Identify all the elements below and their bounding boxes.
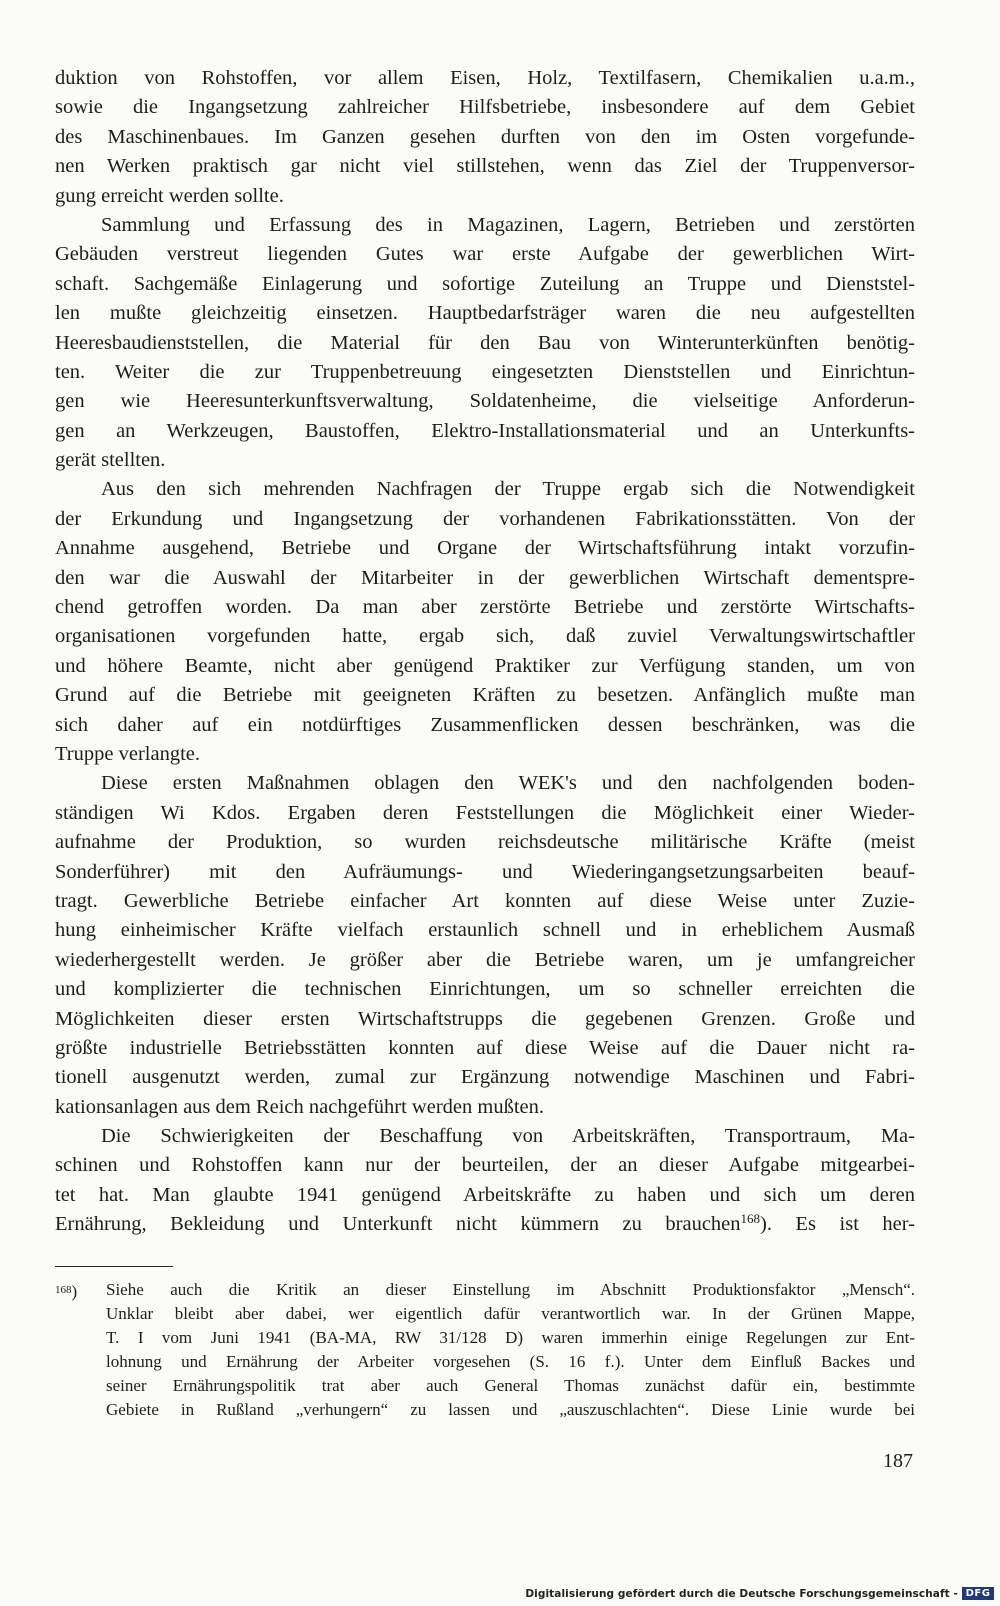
text-line: tionell ausgenutzt werden, zumal zur Ergänzung notwendige Maschinen und Fabri- xyxy=(55,1066,915,1089)
text-line: sowie die Ingangsetzung zahlreicher Hilfsbetriebe, insbesondere auf dem Gebiet xyxy=(55,96,915,119)
text-line: hung einheimischer Kräfte vielfach erstaunlich schnell und in erheblichem Ausmaß xyxy=(55,919,915,942)
text-line-tail: ). Es ist her- xyxy=(760,1213,915,1236)
footnote-reference[interactable]: 168 xyxy=(740,1211,761,1227)
text-line: Diese ersten Maßnahmen oblagen den WEK's und den nachfolgenden boden- xyxy=(101,772,915,795)
text-line: gung erreicht werden sollte. xyxy=(55,184,284,207)
footnote-168 xyxy=(55,1278,915,1422)
text-line: Grund auf die Betriebe mit geeigneten Kräften zu besetzen. Anfänglich mußte man xyxy=(55,684,915,707)
text-line: nen Werken praktisch gar nicht viel stillstehen, wenn das Ziel der Truppenversor- xyxy=(55,155,915,178)
text-line: tet hat. Man glaubte 1941 genügend Arbeitskräfte zu haben und sich um deren xyxy=(55,1183,915,1206)
text-line: Aus den sich mehrenden Nachfragen der Truppe ergab sich die Notwendigkeit xyxy=(101,478,915,501)
text-line: organisationen vorgefunden hatte, ergab sich, daß zuviel Verwaltungswirtschaftler xyxy=(55,625,915,648)
text-line: gen an Werkzeugen, Baustoffen, Elektro-Installationsmaterial und an Unterkunfts- xyxy=(55,419,915,442)
text-line: der Erkundung und Ingangsetzung der vorhandenen Fabrikationsstätten. Von der xyxy=(55,507,915,530)
text-line: Die Schwierigkeiten der Beschaffung von Arbeitskräften, Transportraum, Ma- xyxy=(101,1125,915,1148)
page-number: 187 xyxy=(883,1450,913,1472)
text-line: größte industrielle Betriebsstätten konnten auf diese Weise auf die Dauer nicht ra- xyxy=(55,1036,915,1059)
text-line: chend getroffen worden. Da man aber zerstörte Betriebe und zerstörte Wirtschafts- xyxy=(55,596,915,619)
text-line: gerät stellten. xyxy=(55,449,166,472)
dfg-logo-icon: DFG xyxy=(962,1587,994,1600)
text-line: schinen und Rohstoffen kann nur der beurteilen, der an dieser Aufgabe mitgearbei- xyxy=(55,1154,915,1177)
text-line: schaft. Sachgemäße Einlagerung und sofortige Zuteilung an Truppe und Dienststel- xyxy=(55,272,915,295)
footnote-number: $^{168}$) xyxy=(55,1282,78,1301)
text-line: gen wie Heeresunterkunftsverwaltung, Soldatenheime, die vielseitige Anforderun- xyxy=(55,390,915,413)
text-line: des Maschinenbaues. Im Ganzen gesehen durften von den im Osten vorgefunde- xyxy=(55,125,915,148)
text-line: den war die Auswahl der Mitarbeiter in der gewerblichen Wirtschaft dementspre- xyxy=(55,566,915,589)
text-line: aufnahme der Produktion, so wurden reichsdeutsche militärische Kräfte (meist xyxy=(55,831,915,854)
text-line: Gebäuden verstreut liegenden Gutes war erste Aufgabe der gewerblichen Wirt- xyxy=(55,243,915,266)
text-line: len mußte gleichzeitig einsetzen. Hauptbedarfsträger waren die neu aufgestellten xyxy=(55,302,915,325)
text-line: Heeresbaudienststellen, die Material für den Bau von Winterunterkünften benötig- xyxy=(55,331,915,354)
text-line: duktion von Rohstoffen, vor allem Eisen, Holz, Textilfasern, Chemikalien u.a.m., xyxy=(55,67,915,89)
dfg-credit-text: Digitalisierung gefördert durch die Deutsche Forschungsgemeinschaft - xyxy=(525,1587,958,1600)
text-line: wiederhergestellt werden. Je größer aber die Betriebe waren, um je umfangreicher xyxy=(55,948,915,971)
text-line xyxy=(55,1210,915,1239)
dfg-credit xyxy=(525,1587,994,1600)
footnote-line: Gebiete in Rußland „verhungern“ zu lassen und „auszuschlachten“. Diese Linie wurde bei xyxy=(106,1400,915,1419)
footnote-line: Unklar bleibt aber dabei, wer eigentlich dafür verantwortlich war. In der Grünen Mappe, xyxy=(106,1304,915,1323)
text-line: ständigen Wi Kdos. Ergaben deren Feststellungen die Möglichkeit einer Wieder- xyxy=(55,801,915,824)
text-line: Truppe verlangte. xyxy=(55,742,200,765)
text-line: Annahme ausgehend, Betriebe und Organe der Wirtschaftsführung intakt vorzufin- xyxy=(55,537,915,560)
footnote-divider xyxy=(55,1266,173,1267)
text-line: und komplizierter die technischen Einrichtungen, um so schneller erreichten die xyxy=(55,978,915,1001)
footnote-line: seiner Ernährungspolitik trat aber auch General Thomas zunächst dafür ein, bestimmte xyxy=(106,1376,915,1395)
main-text xyxy=(55,64,915,1240)
text-line: und höhere Beamte, nicht aber genügend Praktiker zur Verfügung standen, um von xyxy=(55,654,915,677)
footnote-line: $^{168}$) Siehe auch die Kritik an dieser Einstellung im Abschnitt Produktionsfaktor „Mensch“. xyxy=(55,1278,915,1302)
text-line: kationsanlagen aus dem Reich nachgeführt werden mußten. xyxy=(55,1095,544,1118)
footnote-line: lohnung und Ernährung der Arbeiter vorgesehen (S. 16 f.). Unter dem Einfluß Backes und xyxy=(106,1352,915,1371)
text-line: Möglichkeiten dieser ersten Wirtschaftstrupps die gegebenen Grenzen. Große und xyxy=(55,1007,915,1030)
text-line-body: Ernährung, Bekleidung und Unterkunft nicht kümmern zu brauchen xyxy=(55,1213,741,1236)
text-line: Sonderführer) mit den Aufräumungs- und Wiederingangsetzungsarbeiten beauf- xyxy=(55,860,915,883)
text-line: ten. Weiter die zur Truppenbetreuung eingesetzten Dienststellen und Einrichtun- xyxy=(55,360,915,383)
text-line: tragt. Gewerbliche Betriebe einfacher Art konnten auf diese Weise unter Zuzie- xyxy=(55,889,915,912)
text-line: sich daher auf ein notdürftiges Zusammenflicken dessen beschränken, was die xyxy=(55,713,915,736)
text-line: Sammlung und Erfassung des in Magazinen, Lagern, Betrieben und zerstörten xyxy=(101,213,915,236)
footnote-line: T. I vom Juni 1941 (BA-MA, RW 31/128 D) waren immerhin einige Regelungen zur Ent- xyxy=(106,1328,915,1347)
